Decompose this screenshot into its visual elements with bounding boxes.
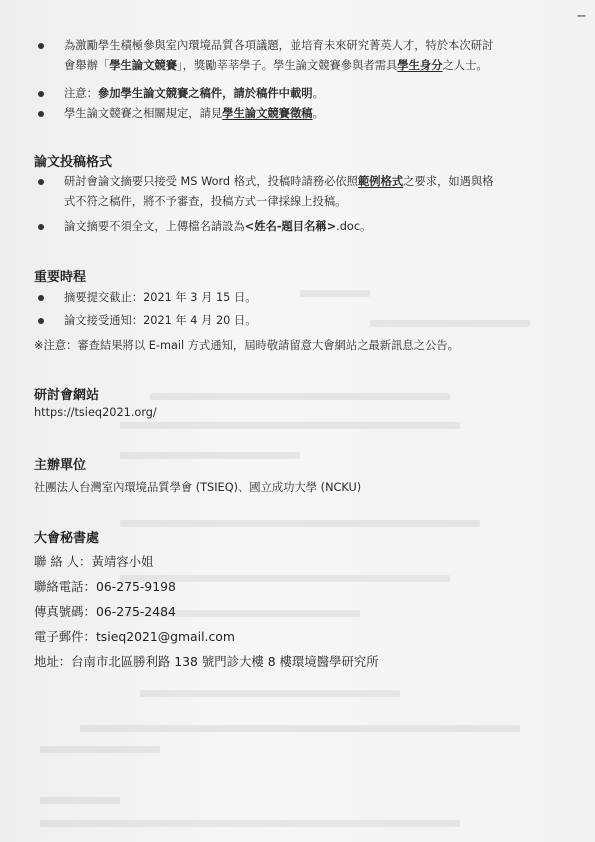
format-heading: 論文投稿格式: [34, 155, 113, 170]
note-emphasis: 參加學生論文競賽之稿件，請於稿件中載明: [97, 87, 313, 100]
intro-bullet-1-line-2: 會舉辦「學生論文競賽」，獎勵莘莘學子。學生論文競賽參與者需具學生身分之人士。: [64, 59, 488, 72]
contact-address: 地址：台南市北區勝利路 138 號門診大樓 8 樓環境醫學研究所: [34, 654, 379, 669]
acceptance-notice: 論文接受通知：2021 年 4 月 20 日。: [64, 314, 257, 327]
intro-bullet-1: [38, 36, 578, 76]
template-format-link[interactable]: 範例格式: [357, 175, 404, 188]
website-url-link[interactable]: https://tsieq2021.org/: [34, 406, 157, 419]
contact-phone: 聯絡電話：06-275-9198: [34, 579, 176, 594]
student-competition-emphasis: 學生論文競賽: [109, 59, 177, 72]
format-bullet-1-line-2: 式不符之稿件，將不予審查，投稿方式一律採線上投稿。: [64, 195, 347, 208]
organizer-heading: 主辦單位: [34, 458, 87, 473]
secretariat-heading: 大會秘書處: [34, 531, 100, 546]
bullet-dot: [38, 295, 44, 301]
bullet-dot: [38, 91, 44, 97]
contact-person: 聯 絡 人：黃靖容小姐: [34, 554, 154, 569]
bullet-dot: [38, 111, 44, 117]
schedule-item-2: [38, 311, 578, 331]
format-bullet-1: 研討會論文摘要只接受 MS Word 格式，投稿時請務必依照範例格式之要求，如遇與格 式不符之稿件，將不予審查，投稿方式一律採線上投稿。: [38, 172, 578, 212]
corner-mark: --: [576, 8, 585, 24]
bullet-dot: [38, 224, 44, 230]
format-bullet-2: 論文摘要不須全文，上傳檔名請設為<姓名-題目名稱>.doc。: [38, 217, 578, 237]
schedule-item-1: [38, 288, 578, 308]
intro-bullet-3: 學生論文競賽之相關規定，請見學生論文競賽徵稿。: [38, 104, 578, 124]
contact-email-link[interactable]: 電子郵件：tsieq2021@gmail.com: [34, 629, 235, 644]
schedule-heading: 重要時程: [34, 270, 87, 285]
filename-format: <姓名-題目名稱>: [244, 220, 337, 233]
student-competition-call-link[interactable]: 學生論文競賽徵稿: [222, 107, 313, 120]
organizer-text: 社團法人台灣室內環境品質學會 (TSIEQ)、國立成功大學 (NCKU): [34, 481, 362, 494]
website-heading: 研討會網站: [34, 388, 100, 403]
bullet-dot: [38, 179, 44, 185]
bullet-dot: [38, 318, 44, 324]
bullet-dot: [38, 43, 44, 49]
intro-bullet-1-line-1: 為激勵學生積極參與室內環境品質各項議題，並培育未來研究菁英人才，特於本次研討: [64, 39, 494, 52]
schedule-note: ※注意：審查結果將以 E-mail 方式通知，屆時敬請留意大會網站之最新訊息之公告。: [34, 339, 459, 352]
intro-bullet-2: 注意：參加學生論文競賽之稿件，請於稿件中載明。: [38, 84, 578, 104]
contact-fax: 傳真號碼：06-275-2484: [34, 604, 176, 619]
abstract-deadline: 摘要提交截止：2021 年 3 月 15 日。: [64, 291, 257, 304]
student-status-emphasis: 學生身分: [397, 59, 443, 72]
